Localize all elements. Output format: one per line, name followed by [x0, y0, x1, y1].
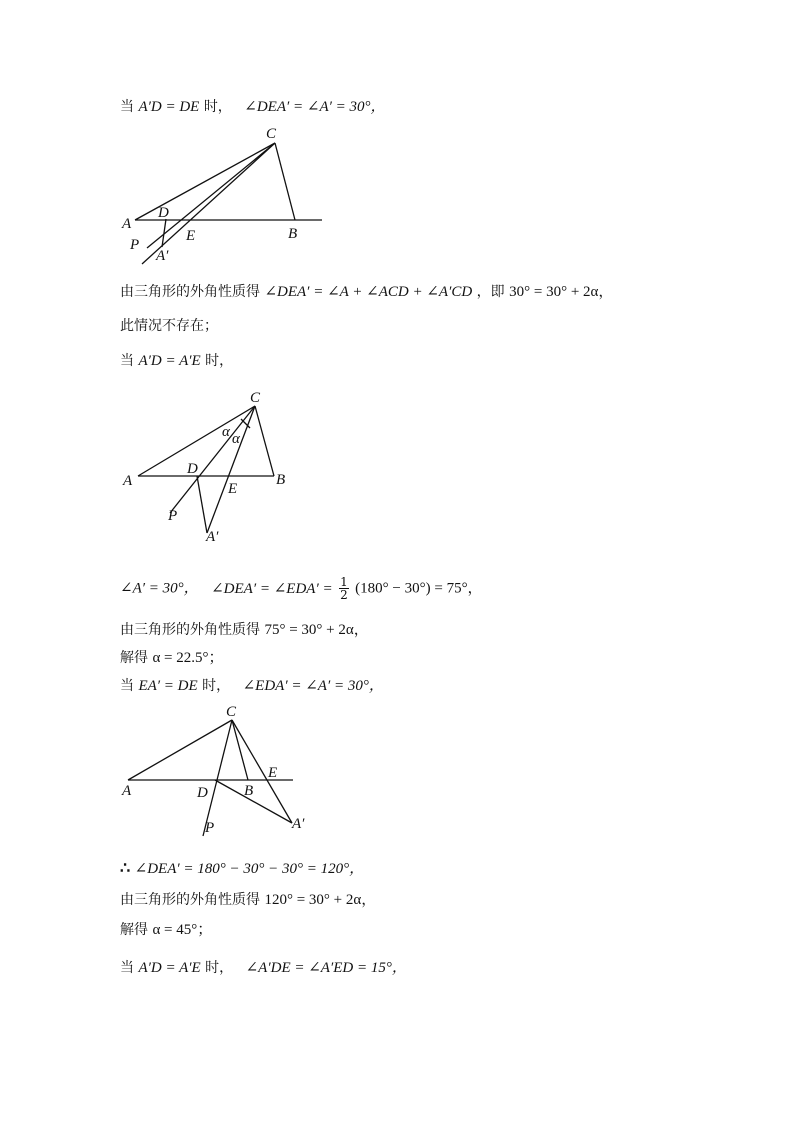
therefore-symbol: ∴: [120, 858, 131, 877]
equation: ∠A′ = 30°，: [120, 580, 199, 597]
text-line-10: 由三角形的外角性质得 120° = 30° + 2α，: [120, 892, 377, 908]
label-alpha-2: α: [232, 431, 240, 447]
equation: ∠DEA′ = 180° − 30° − 30° = 120°，: [134, 861, 365, 877]
fraction: $\frac{1}{2}$: [340, 575, 348, 602]
label-p: P: [168, 508, 178, 524]
ray-cp: [203, 720, 232, 836]
text-line-7: 解得 α = 22.5°；: [120, 650, 224, 666]
label-a: A: [122, 216, 132, 232]
text-line-2: 由三角形的外角性质得 ∠DEA′ = ∠A + ∠ACD + ∠A′CD ，即 30° = 30° + 2α，: [120, 284, 614, 300]
text-line-9: [120, 858, 364, 879]
label-b: B: [276, 472, 286, 488]
label-d: D: [187, 461, 198, 477]
equation: 30° = 30° + 2α，: [509, 284, 614, 300]
segment-ac: [128, 720, 232, 780]
condition: A′D = DE: [138, 99, 200, 115]
text-line-3: 此情况不存在；: [120, 318, 218, 334]
condition: A′D = A′E: [138, 353, 201, 369]
label-d: D: [197, 785, 208, 801]
text-line-6: 由三角形的外角性质得 75° = 30° + 2α，: [120, 622, 369, 638]
label-alpha-1: α: [222, 424, 230, 440]
equation: ∠A′DE = ∠A′ED = 15°，: [245, 960, 407, 976]
label-e: E: [186, 228, 196, 244]
segment-d-a1: [215, 780, 292, 823]
label-a: A: [123, 473, 133, 489]
label-p: P: [205, 820, 215, 836]
equation: α = 22.5°；: [152, 650, 224, 666]
segment-cb: [232, 720, 248, 780]
label-e: E: [268, 765, 278, 781]
equation: 75° = 30° + 2α，: [264, 622, 369, 638]
label-c: C: [266, 126, 277, 142]
equation: ∠DEA′ = ∠EDA′ =: [211, 580, 333, 597]
label-a: A: [122, 783, 132, 799]
label-a-prime: A′: [156, 248, 169, 264]
label-b: B: [244, 783, 254, 799]
text-line-8: 当 EA′ = DE 时， ∠EDA′ = ∠A′ = 30°，: [120, 678, 384, 694]
text-line-4: 当 A′D = A′E 时，: [120, 353, 234, 369]
equation: ∠EDA′ = ∠A′ = 30°，: [242, 678, 384, 694]
condition: EA′ = DE: [138, 678, 198, 694]
equation: (180° − 30°) = 75°，: [355, 580, 483, 597]
label-d: D: [158, 205, 169, 221]
label-c: C: [226, 704, 237, 720]
label-a-prime: A′: [206, 529, 219, 545]
label-p: P: [130, 237, 140, 253]
label-b: B: [288, 226, 298, 242]
label-c: C: [250, 390, 261, 406]
equation: ∠DEA′ = ∠A′ = 30°，: [244, 99, 386, 115]
condition: A′D = A′E: [138, 960, 201, 976]
text-line-12: 当 A′D = A′E 时， ∠A′DE = ∠A′ED = 15°，: [120, 960, 407, 976]
equation: ∠DEA′ = ∠A + ∠ACD + ∠A′CD: [264, 284, 473, 300]
segment-c-a1: [232, 720, 292, 823]
equation: α = 45°；: [152, 922, 213, 938]
label-e: E: [228, 481, 238, 497]
equation: 120° = 30° + 2α，: [264, 892, 377, 908]
text-line-11: 解得 α = 45°；: [120, 922, 213, 938]
text-line-1: 当 A′D = DE 时， ∠DEA′ = ∠A′ = 30°，: [120, 99, 386, 115]
label-a-prime: A′: [292, 816, 305, 832]
